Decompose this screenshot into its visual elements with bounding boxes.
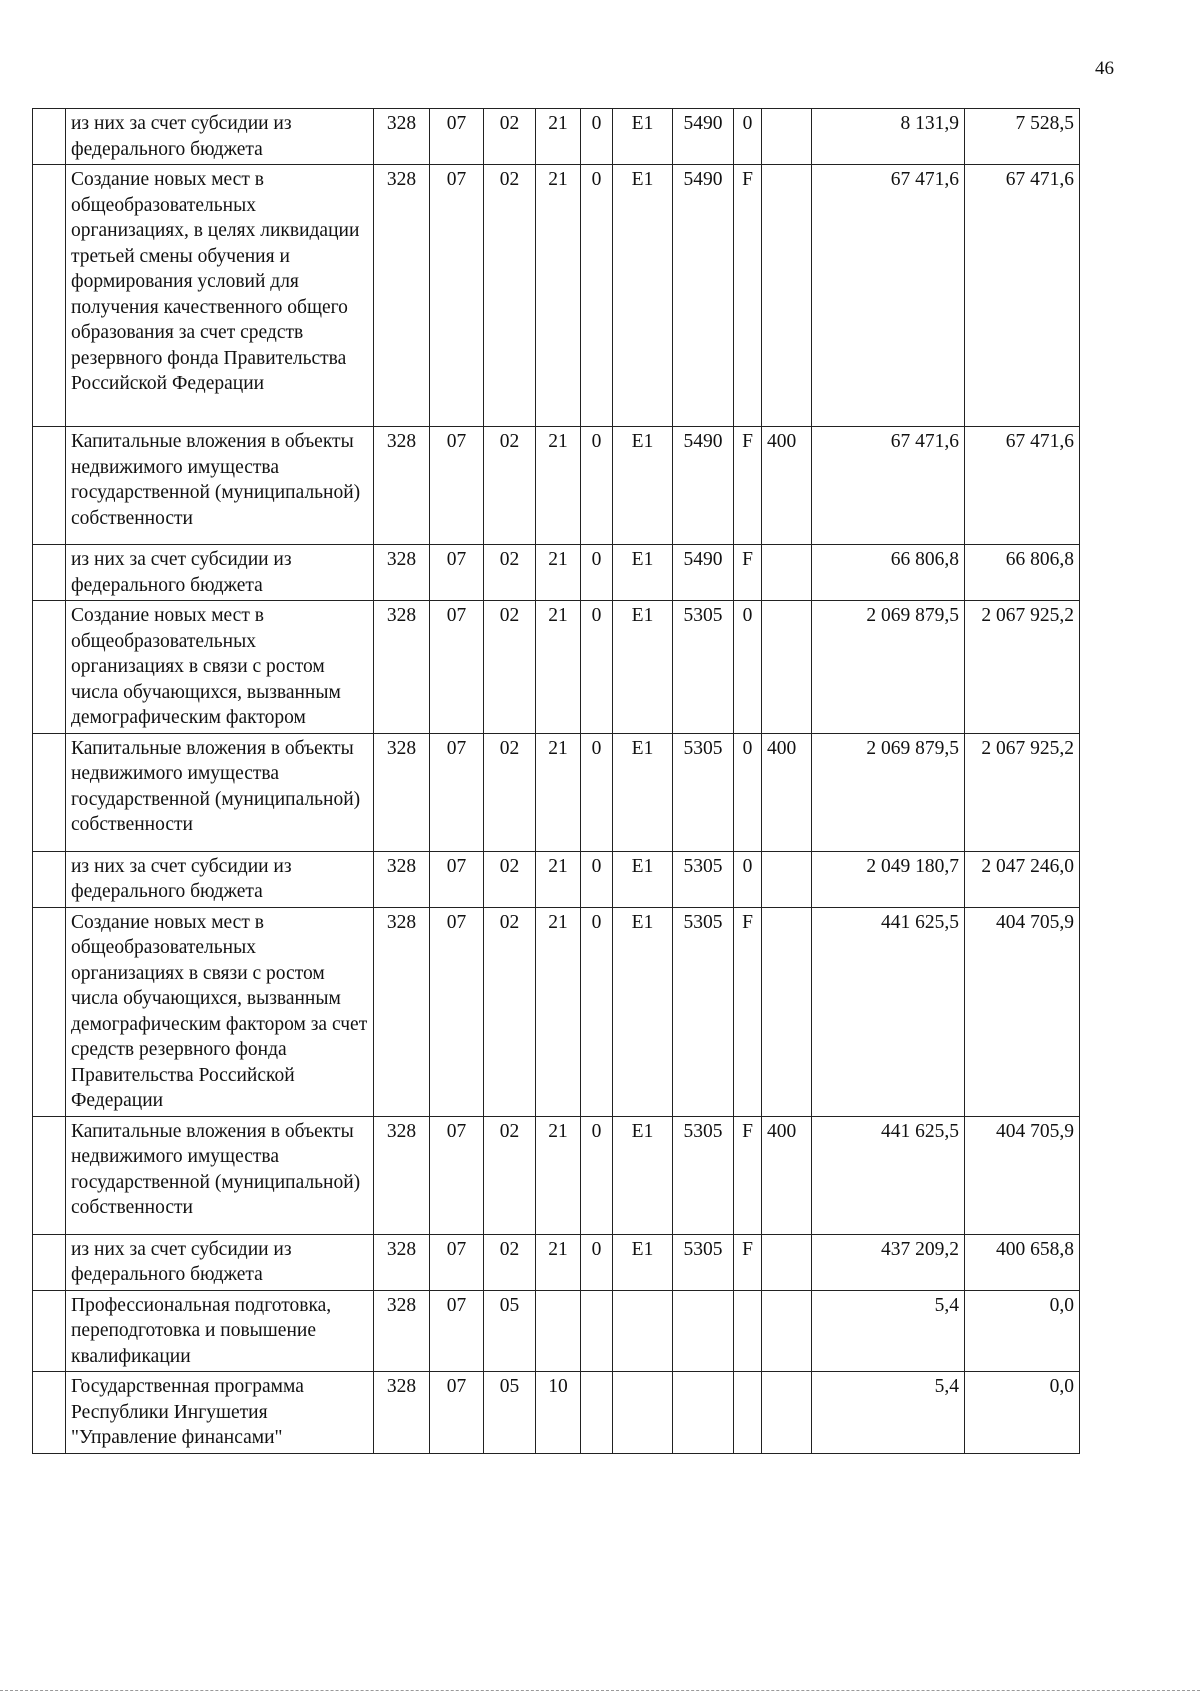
row-program-code: 21 bbox=[536, 601, 581, 734]
row-blank-cell bbox=[33, 545, 66, 601]
row-direction-code bbox=[673, 1372, 734, 1454]
row-section-code: 07 bbox=[430, 1234, 484, 1290]
row-blank-cell bbox=[33, 1372, 66, 1454]
row-amount-plan: 8 131,9 bbox=[812, 109, 965, 165]
row-ved-code: 328 bbox=[374, 907, 430, 1116]
row-amount-actual: 66 806,8 bbox=[965, 545, 1080, 601]
row-project-code: E1 bbox=[613, 427, 673, 545]
row-program-code: 21 bbox=[536, 545, 581, 601]
row-direction-code: 5305 bbox=[673, 1116, 734, 1234]
row-direction-code bbox=[673, 1290, 734, 1372]
row-name: Капитальные вложения в объекты недвижимого имущества государственной (муниципальной) собственности bbox=[66, 733, 374, 851]
row-expense-type-code bbox=[762, 545, 812, 601]
row-blank-cell bbox=[33, 733, 66, 851]
row-blank-cell bbox=[33, 1116, 66, 1234]
table-row bbox=[33, 545, 1080, 601]
row-direction-code: 5305 bbox=[673, 851, 734, 907]
row-ved-code: 328 bbox=[374, 427, 430, 545]
row-expense-type-code bbox=[762, 851, 812, 907]
row-project-code: E1 bbox=[613, 733, 673, 851]
row-section-code: 07 bbox=[430, 109, 484, 165]
row-program-code: 21 bbox=[536, 1116, 581, 1234]
row-subprogram-code: 0 bbox=[581, 109, 613, 165]
row-source-code: 0 bbox=[734, 109, 762, 165]
row-ved-code: 328 bbox=[374, 1234, 430, 1290]
table-row bbox=[33, 427, 1080, 545]
table-row bbox=[33, 851, 1080, 907]
row-amount-plan: 2 049 180,7 bbox=[812, 851, 965, 907]
row-section-code: 07 bbox=[430, 733, 484, 851]
row-subsection-code: 05 bbox=[484, 1372, 536, 1454]
row-program-code: 10 bbox=[536, 1372, 581, 1454]
row-amount-actual: 2 067 925,2 bbox=[965, 601, 1080, 734]
row-subsection-code: 02 bbox=[484, 851, 536, 907]
row-direction-code: 5305 bbox=[673, 907, 734, 1116]
row-subprogram-code bbox=[581, 1372, 613, 1454]
scan-edge-line bbox=[0, 1690, 1200, 1692]
row-subprogram-code: 0 bbox=[581, 427, 613, 545]
row-subsection-code: 02 bbox=[484, 907, 536, 1116]
row-name: Создание новых мест в общеобразовательных организациях, в целях ликвидации третьей смены обучения и формирования условий для получения качественного общего образования за счет средств резервного фонда Правительства Российской Федерации bbox=[66, 165, 374, 427]
row-project-code: E1 bbox=[613, 1234, 673, 1290]
row-amount-actual: 67 471,6 bbox=[965, 165, 1080, 427]
row-expense-type-code bbox=[762, 601, 812, 734]
row-ved-code: 328 bbox=[374, 1290, 430, 1372]
row-blank-cell bbox=[33, 165, 66, 427]
row-section-code: 07 bbox=[430, 851, 484, 907]
row-expense-type-code bbox=[762, 109, 812, 165]
row-subsection-code: 02 bbox=[484, 733, 536, 851]
row-subprogram-code: 0 bbox=[581, 733, 613, 851]
table-row bbox=[33, 733, 1080, 851]
row-subprogram-code: 0 bbox=[581, 601, 613, 734]
row-program-code: 21 bbox=[536, 907, 581, 1116]
row-name: из них за счет субсидии из федерального бюджета bbox=[66, 545, 374, 601]
row-name: из них за счет субсидии из федерального бюджета bbox=[66, 109, 374, 165]
row-section-code: 07 bbox=[430, 1116, 484, 1234]
row-subprogram-code: 0 bbox=[581, 165, 613, 427]
row-blank-cell bbox=[33, 851, 66, 907]
row-program-code bbox=[536, 1290, 581, 1372]
row-section-code: 07 bbox=[430, 1372, 484, 1454]
row-subsection-code: 02 bbox=[484, 165, 536, 427]
row-program-code: 21 bbox=[536, 165, 581, 427]
row-section-code: 07 bbox=[430, 427, 484, 545]
budget-table bbox=[32, 108, 1080, 1454]
row-blank-cell bbox=[33, 1290, 66, 1372]
row-name: Капитальные вложения в объекты недвижимого имущества государственной (муниципальной) собственности bbox=[66, 1116, 374, 1234]
row-subprogram-code: 0 bbox=[581, 851, 613, 907]
row-amount-plan: 2 069 879,5 bbox=[812, 601, 965, 734]
table-row bbox=[33, 1116, 1080, 1234]
row-amount-actual: 67 471,6 bbox=[965, 427, 1080, 545]
row-ved-code: 328 bbox=[374, 165, 430, 427]
row-project-code: E1 bbox=[613, 1116, 673, 1234]
row-ved-code: 328 bbox=[374, 545, 430, 601]
row-direction-code: 5490 bbox=[673, 109, 734, 165]
table-row bbox=[33, 601, 1080, 734]
row-ved-code: 328 bbox=[374, 601, 430, 734]
table-body bbox=[33, 109, 1080, 1454]
page-number: 46 bbox=[1095, 58, 1114, 79]
row-amount-actual: 404 705,9 bbox=[965, 907, 1080, 1116]
row-amount-plan: 67 471,6 bbox=[812, 165, 965, 427]
row-direction-code: 5490 bbox=[673, 165, 734, 427]
row-amount-actual: 0,0 bbox=[965, 1372, 1080, 1454]
table-row bbox=[33, 1290, 1080, 1372]
row-subsection-code: 02 bbox=[484, 427, 536, 545]
row-subsection-code: 02 bbox=[484, 545, 536, 601]
row-amount-actual: 2 047 246,0 bbox=[965, 851, 1080, 907]
row-source-code bbox=[734, 1290, 762, 1372]
row-subprogram-code: 0 bbox=[581, 1234, 613, 1290]
row-section-code: 07 bbox=[430, 907, 484, 1116]
row-amount-plan: 5,4 bbox=[812, 1290, 965, 1372]
row-direction-code: 5305 bbox=[673, 1234, 734, 1290]
row-project-code: E1 bbox=[613, 907, 673, 1116]
row-amount-actual: 2 067 925,2 bbox=[965, 733, 1080, 851]
row-source-code: 0 bbox=[734, 851, 762, 907]
row-source-code: F bbox=[734, 1234, 762, 1290]
row-ved-code: 328 bbox=[374, 109, 430, 165]
row-expense-type-code bbox=[762, 907, 812, 1116]
row-amount-plan: 441 625,5 bbox=[812, 907, 965, 1116]
row-name: Создание новых мест в общеобразовательных организациях в связи с ростом числа обучающихся, вызванным демографическим фактором за счет средств резервного фонда Правительства Российской Федерации bbox=[66, 907, 374, 1116]
row-direction-code: 5490 bbox=[673, 545, 734, 601]
table-row bbox=[33, 1234, 1080, 1290]
row-program-code: 21 bbox=[536, 733, 581, 851]
row-subsection-code: 02 bbox=[484, 601, 536, 734]
row-amount-actual: 400 658,8 bbox=[965, 1234, 1080, 1290]
row-source-code: F bbox=[734, 1116, 762, 1234]
row-expense-type-code: 400 bbox=[762, 427, 812, 545]
row-subprogram-code: 0 bbox=[581, 1116, 613, 1234]
row-subsection-code: 02 bbox=[484, 1234, 536, 1290]
row-name: Государственная программа Республики Ингушетия "Управление финансами" bbox=[66, 1372, 374, 1454]
row-expense-type-code bbox=[762, 1372, 812, 1454]
row-section-code: 07 bbox=[430, 545, 484, 601]
row-project-code bbox=[613, 1372, 673, 1454]
row-expense-type-code bbox=[762, 1234, 812, 1290]
row-blank-cell bbox=[33, 907, 66, 1116]
row-expense-type-code: 400 bbox=[762, 1116, 812, 1234]
row-project-code: E1 bbox=[613, 851, 673, 907]
row-source-code: F bbox=[734, 545, 762, 601]
row-amount-actual: 7 528,5 bbox=[965, 109, 1080, 165]
row-direction-code: 5490 bbox=[673, 427, 734, 545]
row-project-code bbox=[613, 1290, 673, 1372]
row-direction-code: 5305 bbox=[673, 601, 734, 734]
row-amount-plan: 5,4 bbox=[812, 1372, 965, 1454]
row-ved-code: 328 bbox=[374, 733, 430, 851]
row-amount-actual: 404 705,9 bbox=[965, 1116, 1080, 1234]
row-subsection-code: 02 bbox=[484, 109, 536, 165]
table-row bbox=[33, 1372, 1080, 1454]
row-section-code: 07 bbox=[430, 165, 484, 427]
row-source-code: F bbox=[734, 427, 762, 545]
row-name: Капитальные вложения в объекты недвижимого имущества государственной (муниципальной) собственности bbox=[66, 427, 374, 545]
row-ved-code: 328 bbox=[374, 851, 430, 907]
row-amount-plan: 66 806,8 bbox=[812, 545, 965, 601]
table-row bbox=[33, 165, 1080, 427]
row-amount-plan: 67 471,6 bbox=[812, 427, 965, 545]
row-ved-code: 328 bbox=[374, 1116, 430, 1234]
row-program-code: 21 bbox=[536, 427, 581, 545]
row-source-code: F bbox=[734, 907, 762, 1116]
row-subsection-code: 02 bbox=[484, 1116, 536, 1234]
row-blank-cell bbox=[33, 1234, 66, 1290]
row-expense-type-code bbox=[762, 165, 812, 427]
row-name: Профессиональная подготовка, переподготовка и повышение квалификации bbox=[66, 1290, 374, 1372]
row-subprogram-code bbox=[581, 1290, 613, 1372]
row-blank-cell bbox=[33, 109, 66, 165]
row-blank-cell bbox=[33, 427, 66, 545]
row-subprogram-code: 0 bbox=[581, 545, 613, 601]
row-expense-type-code: 400 bbox=[762, 733, 812, 851]
row-amount-plan: 441 625,5 bbox=[812, 1116, 965, 1234]
row-amount-plan: 437 209,2 bbox=[812, 1234, 965, 1290]
row-direction-code: 5305 bbox=[673, 733, 734, 851]
row-source-code: 0 bbox=[734, 601, 762, 734]
table-row bbox=[33, 907, 1080, 1116]
row-program-code: 21 bbox=[536, 851, 581, 907]
row-name: Создание новых мест в общеобразовательных организациях в связи с ростом числа обучающихся, вызванным демографическим фактором bbox=[66, 601, 374, 734]
row-expense-type-code bbox=[762, 1290, 812, 1372]
row-subsection-code: 05 bbox=[484, 1290, 536, 1372]
row-program-code: 21 bbox=[536, 109, 581, 165]
row-project-code: E1 bbox=[613, 109, 673, 165]
row-project-code: E1 bbox=[613, 601, 673, 734]
row-amount-plan: 2 069 879,5 bbox=[812, 733, 965, 851]
row-source-code: 0 bbox=[734, 733, 762, 851]
table-row bbox=[33, 109, 1080, 165]
row-subprogram-code: 0 bbox=[581, 907, 613, 1116]
row-blank-cell bbox=[33, 601, 66, 734]
row-source-code: F bbox=[734, 165, 762, 427]
row-name: из них за счет субсидии из федерального бюджета bbox=[66, 1234, 374, 1290]
row-section-code: 07 bbox=[430, 1290, 484, 1372]
row-name: из них за счет субсидии из федерального бюджета bbox=[66, 851, 374, 907]
row-source-code bbox=[734, 1372, 762, 1454]
row-program-code: 21 bbox=[536, 1234, 581, 1290]
row-ved-code: 328 bbox=[374, 1372, 430, 1454]
row-amount-actual: 0,0 bbox=[965, 1290, 1080, 1372]
row-project-code: E1 bbox=[613, 165, 673, 427]
row-project-code: E1 bbox=[613, 545, 673, 601]
row-section-code: 07 bbox=[430, 601, 484, 734]
